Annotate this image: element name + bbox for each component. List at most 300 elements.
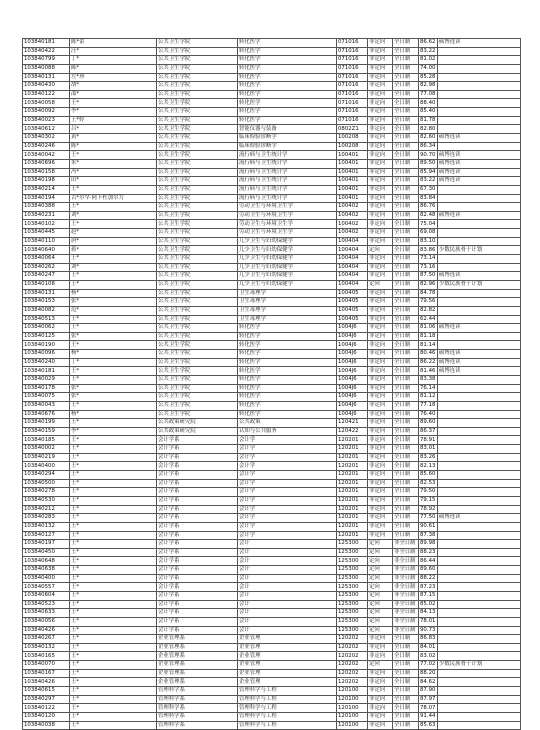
- study-mode-cell: 全日制: [393, 687, 419, 696]
- school-cell: 会计学系: [157, 548, 238, 557]
- score-cell: 82.80: [419, 125, 438, 134]
- name-cell: 王*: [70, 324, 157, 333]
- score-cell: 81.18: [419, 332, 438, 341]
- orientation-cell: 非定向: [368, 73, 393, 82]
- table-row: [23, 479, 521, 488]
- orientation-cell: 非定向: [368, 704, 393, 713]
- orientation-cell: 非定向: [368, 514, 393, 523]
- name-cell: 王*婷: [70, 116, 157, 125]
- candidate-id-cell: 103840500: [23, 479, 70, 488]
- table-row: [23, 617, 521, 626]
- school-cell: 会计学系: [157, 479, 238, 488]
- study-mode-cell: 全日制: [393, 643, 419, 652]
- school-cell: 管理科学系: [157, 687, 238, 696]
- name-cell: 王*: [70, 471, 157, 480]
- name-cell: 王*: [70, 255, 157, 264]
- table-row: [23, 661, 521, 670]
- school-cell: 公共卫生学院: [157, 358, 238, 367]
- score-cell: 82.98: [419, 82, 438, 91]
- orientation-cell: 非定向: [368, 393, 393, 402]
- orientation-cell: 非定向: [368, 203, 393, 212]
- major-code-cell: 1004J6: [337, 367, 368, 376]
- name-cell: 王*: [70, 280, 157, 289]
- score-cell: 85.02: [419, 600, 438, 609]
- school-cell: 公共卫生学院: [157, 350, 238, 359]
- orientation-cell: 非定向: [368, 531, 393, 540]
- table-row: [23, 704, 521, 713]
- remark-cell: [438, 609, 521, 618]
- name-cell: 王*: [70, 151, 157, 160]
- school-cell: 公共卫生学院: [157, 56, 238, 65]
- score-cell: 85.60: [419, 471, 438, 480]
- orientation-cell: 非定向: [368, 462, 393, 471]
- name-cell: 王*: [70, 479, 157, 488]
- score-cell: 83.38: [419, 375, 438, 384]
- orientation-cell: 非定向: [368, 332, 393, 341]
- major-code-cell: 100402: [337, 211, 368, 220]
- major-code-cell: 100405: [337, 289, 368, 298]
- orientation-cell: 非定向: [368, 39, 393, 48]
- major-cell: 会计学: [238, 488, 337, 497]
- major-code-cell: 120202: [337, 678, 368, 687]
- candidate-id-cell: 103840197: [23, 540, 70, 549]
- major-code-cell: 071016: [337, 39, 368, 48]
- study-mode-cell: 全日制: [393, 393, 419, 402]
- orientation-cell: 非定向: [368, 108, 393, 117]
- remark-cell: 硕博连读: [438, 367, 521, 376]
- name-cell: 王*: [70, 375, 157, 384]
- major-cell: 劳动卫生与环境卫生学: [238, 203, 337, 212]
- candidate-id-cell: 103840194: [23, 194, 70, 203]
- name-cell: 陈*: [70, 142, 157, 151]
- remark-cell: [438, 522, 521, 531]
- name-cell: 王*: [70, 635, 157, 644]
- score-cell: 83.22: [419, 177, 438, 186]
- study-mode-cell: 全日制: [393, 280, 419, 289]
- remark-cell: [438, 116, 521, 125]
- name-cell: 丁*: [70, 358, 157, 367]
- name-cell: 王*: [70, 574, 157, 583]
- major-cell: 转化医学: [238, 82, 337, 91]
- orientation-cell: 非定向: [368, 151, 393, 160]
- major-code-cell: 125300: [337, 548, 368, 557]
- school-cell: 管理科学系: [157, 721, 238, 730]
- major-cell: 转化医学: [238, 56, 337, 65]
- school-cell: 公共政策研究院: [157, 419, 238, 428]
- name-cell: 李*: [70, 108, 157, 117]
- score-cell: 86.37: [419, 427, 438, 436]
- score-cell: 67.30: [419, 185, 438, 194]
- major-code-cell: 125300: [337, 609, 368, 618]
- name-cell: 刘*: [70, 263, 157, 272]
- name-cell: 王*: [70, 592, 157, 601]
- candidate-id-cell: 103840043: [23, 401, 70, 410]
- table-row: [23, 592, 521, 601]
- remark-cell: [438, 652, 521, 661]
- candidate-id-cell: 103840262: [23, 263, 70, 272]
- remark-cell: [438, 384, 521, 393]
- candidate-id-cell: 103840799: [23, 56, 70, 65]
- table-row: [23, 669, 521, 678]
- name-cell: 杨*: [70, 289, 157, 298]
- orientation-cell: 非定向: [368, 159, 393, 168]
- orientation-cell: 定向: [368, 574, 393, 583]
- table-row: [23, 375, 521, 384]
- study-mode-cell: 全日制: [393, 298, 419, 307]
- major-code-cell: 071016: [337, 82, 368, 91]
- major-cell: 劳动卫生与环境卫生学: [238, 211, 337, 220]
- major-cell: 转化医学: [238, 116, 337, 125]
- candidate-id-cell: 103840159: [23, 427, 70, 436]
- school-cell: 会计学系: [157, 445, 238, 454]
- candidate-id-cell: 103840064: [23, 255, 70, 264]
- study-mode-cell: 全日制: [393, 401, 419, 410]
- name-cell: 王*: [70, 617, 157, 626]
- candidate-id-cell: 103840278: [23, 488, 70, 497]
- score-cell: 83.26: [419, 453, 438, 462]
- school-cell: 公共卫生学院: [157, 246, 238, 255]
- table-row: [23, 168, 521, 177]
- school-cell: 会计学系: [157, 540, 238, 549]
- school-cell: 公共卫生学院: [157, 367, 238, 376]
- major-code-cell: 1004J6: [337, 384, 368, 393]
- remark-cell: [438, 263, 521, 272]
- remark-cell: [438, 678, 521, 687]
- candidate-id-cell: 103840240: [23, 358, 70, 367]
- school-cell: 公共卫生学院: [157, 255, 238, 264]
- remark-cell: [438, 73, 521, 82]
- orientation-cell: 非定向: [368, 453, 393, 462]
- study-mode-cell: 全日制: [393, 47, 419, 56]
- major-cell: 儿少卫生与妇幼保健学: [238, 246, 337, 255]
- major-cell: 转化医学: [238, 324, 337, 333]
- major-code-cell: 071016: [337, 47, 368, 56]
- score-cell: 73.14: [419, 255, 438, 264]
- study-mode-cell: 全日制: [393, 73, 419, 82]
- major-cell: 临床检验诊断学: [238, 134, 337, 143]
- school-cell: 会计学系: [157, 600, 238, 609]
- name-cell: 唐*: [70, 237, 157, 246]
- name-cell: 王*: [70, 445, 157, 454]
- score-cell: 87.38: [419, 531, 438, 540]
- study-mode-cell: 全日制: [393, 410, 419, 419]
- candidate-id-cell: 103840294: [23, 471, 70, 480]
- school-cell: 公共政策研究院: [157, 427, 238, 436]
- table-row: [23, 194, 521, 203]
- major-cell: 公共政策: [238, 419, 337, 428]
- school-cell: 公共卫生学院: [157, 315, 238, 324]
- name-cell: 田*: [70, 177, 157, 186]
- remark-cell: [438, 108, 521, 117]
- study-mode-cell: 全日制: [393, 82, 419, 91]
- major-cell: 儿少卫生与妇幼保健学: [238, 272, 337, 281]
- major-cell: 会计学: [238, 471, 337, 480]
- major-code-cell: 120421: [337, 419, 368, 428]
- score-cell: 81.12: [419, 393, 438, 402]
- name-cell: 王*: [70, 522, 157, 531]
- orientation-cell: 定向: [368, 600, 393, 609]
- school-cell: 会计学系: [157, 453, 238, 462]
- major-cell: 儿少卫生与妇幼保健学: [238, 237, 337, 246]
- major-cell: 智能仪器与装备: [238, 125, 337, 134]
- major-cell: 转化医学: [238, 350, 337, 359]
- table-row: [23, 125, 521, 134]
- score-cell: 81.02: [419, 56, 438, 65]
- major-cell: 会计学: [238, 453, 337, 462]
- major-cell: 儿少卫生与妇幼保健学: [238, 263, 337, 272]
- table-row: [23, 151, 521, 160]
- name-cell: 王*: [70, 315, 157, 324]
- major-cell: 会计学: [238, 462, 337, 471]
- major-cell: 会计: [238, 566, 337, 575]
- table-row: [23, 220, 521, 229]
- remark-cell: [438, 237, 521, 246]
- name-cell: 杨*: [70, 410, 157, 419]
- orientation-cell: 非定向: [368, 134, 393, 143]
- study-mode-cell: 全日制: [393, 263, 419, 272]
- orientation-cell: 非定向: [368, 410, 393, 419]
- table-row: [23, 99, 521, 108]
- candidate-id-cell: 103840676: [23, 410, 70, 419]
- study-mode-cell: 全日制: [393, 151, 419, 160]
- major-code-cell: 100402: [337, 220, 368, 229]
- study-mode-cell: 全日制: [393, 635, 419, 644]
- major-cell: 会计学: [238, 496, 337, 505]
- school-cell: 会计学系: [157, 436, 238, 445]
- table-row: [23, 445, 521, 454]
- major-code-cell: 1004J6: [337, 341, 368, 350]
- major-code-cell: 120100: [337, 687, 368, 696]
- name-cell: 冯*: [70, 168, 157, 177]
- school-cell: 会计学系: [157, 557, 238, 566]
- study-mode-cell: 全日制: [393, 522, 419, 531]
- remark-cell: [438, 712, 521, 721]
- major-cell: 临床检验诊断学: [238, 142, 337, 151]
- candidate-id-cell: 103840122: [23, 90, 70, 99]
- study-mode-cell: 全日制: [393, 134, 419, 143]
- major-code-cell: 1004J6: [337, 393, 368, 402]
- school-cell: 会计学系: [157, 505, 238, 514]
- name-cell: 陈*: [70, 64, 157, 73]
- school-cell: 公共卫生学院: [157, 298, 238, 307]
- table-body: [23, 39, 521, 730]
- major-cell: 会计学: [238, 479, 337, 488]
- table-row: [23, 566, 521, 575]
- table-row: [23, 142, 521, 151]
- study-mode-cell: 全日制: [393, 246, 419, 255]
- score-cell: 91.44: [419, 712, 438, 721]
- name-cell: 范*: [70, 306, 157, 315]
- remark-cell: [438, 410, 521, 419]
- score-cell: 85.28: [419, 73, 438, 82]
- school-cell: 会计学系: [157, 626, 238, 635]
- remark-cell: 硕博连读: [438, 358, 521, 367]
- score-cell: 87.15: [419, 592, 438, 601]
- score-cell: 87.50: [419, 272, 438, 281]
- candidate-id-cell: 103840302: [23, 134, 70, 143]
- major-code-cell: 100401: [337, 151, 368, 160]
- study-mode-cell: 全日制: [393, 324, 419, 333]
- study-mode-cell: 全日制: [393, 479, 419, 488]
- candidate-id-cell: 103840530: [23, 496, 70, 505]
- remark-cell: 硕博连读: [438, 514, 521, 523]
- candidate-id-cell: 103840092: [23, 108, 70, 117]
- school-cell: 企业管理系: [157, 678, 238, 687]
- study-mode-cell: 全日制: [393, 203, 419, 212]
- name-cell: 王*: [70, 583, 157, 592]
- school-cell: 公共卫生学院: [157, 73, 238, 82]
- table-row: [23, 298, 521, 307]
- name-cell: 王*: [70, 272, 157, 281]
- major-code-cell: 1004J6: [337, 375, 368, 384]
- name-cell: 王*: [70, 643, 157, 652]
- orientation-cell: 定向: [368, 661, 393, 670]
- major-cell: 卫生毒理学: [238, 315, 337, 324]
- study-mode-cell: 全日制: [393, 721, 419, 730]
- study-mode-cell: 全日制: [393, 445, 419, 454]
- study-mode-cell: 全日制: [393, 514, 419, 523]
- remark-cell: [438, 56, 521, 65]
- candidate-id-cell: 103840062: [23, 324, 70, 333]
- table-row: [23, 367, 521, 376]
- table-row: [23, 419, 521, 428]
- major-code-cell: 100404: [337, 237, 368, 246]
- name-cell: 王*: [70, 557, 157, 566]
- study-mode-cell: 全日制: [393, 177, 419, 186]
- candidate-id-cell: 103840070: [23, 661, 70, 670]
- major-code-cell: 100401: [337, 194, 368, 203]
- table-row: [23, 39, 521, 48]
- table-row: [23, 626, 521, 635]
- school-cell: 企业管理系: [157, 661, 238, 670]
- school-cell: 公共卫生学院: [157, 185, 238, 194]
- major-code-cell: 100208: [337, 134, 368, 143]
- table-row: [23, 496, 521, 505]
- major-code-cell: 1004J6: [337, 350, 368, 359]
- study-mode-cell: 全日制: [393, 237, 419, 246]
- remark-cell: [438, 583, 521, 592]
- name-cell: 陈*蕾: [70, 39, 157, 48]
- remark-cell: [438, 462, 521, 471]
- orientation-cell: 非定向: [368, 56, 393, 65]
- name-cell: 朱*: [70, 159, 157, 168]
- score-cell: 78.07: [419, 704, 438, 713]
- table-row: [23, 393, 521, 402]
- table-row: [23, 712, 521, 721]
- study-mode-cell: 全日制: [393, 289, 419, 298]
- major-cell: 管理科学与工程: [238, 712, 337, 721]
- candidate-id-cell: 103840557: [23, 583, 70, 592]
- score-cell: 90.70: [419, 151, 438, 160]
- table-row: [23, 583, 521, 592]
- candidate-id-cell: 103840125: [23, 332, 70, 341]
- candidate-id-cell: 103840056: [23, 617, 70, 626]
- study-mode-cell: 全日制: [393, 712, 419, 721]
- study-mode-cell: 全日制: [393, 350, 419, 359]
- study-mode-cell: 全日制: [393, 220, 419, 229]
- orientation-cell: 非定向: [368, 652, 393, 661]
- orientation-cell: 定向: [368, 548, 393, 557]
- study-mode-cell: 非全日制: [393, 566, 419, 575]
- study-mode-cell: 全日制: [393, 306, 419, 315]
- remark-cell: [438, 125, 521, 134]
- table-row: [23, 108, 521, 117]
- orientation-cell: 非定向: [368, 522, 393, 531]
- table-row: [23, 678, 521, 687]
- orientation-cell: 非定向: [368, 375, 393, 384]
- candidate-id-cell: 103840445: [23, 229, 70, 238]
- name-cell: 王*: [70, 341, 157, 350]
- remark-cell: [438, 99, 521, 108]
- study-mode-cell: 全日制: [393, 211, 419, 220]
- candidate-id-cell: 103840042: [23, 151, 70, 160]
- major-code-cell: 125300: [337, 592, 368, 601]
- name-cell: 王*: [70, 626, 157, 635]
- name-cell: 王*: [70, 220, 157, 229]
- school-cell: 会计学系: [157, 522, 238, 531]
- table-row: [23, 56, 521, 65]
- school-cell: 公共卫生学院: [157, 177, 238, 186]
- name-cell: 古*尔罕·阿卜杜加尔力: [70, 194, 157, 203]
- orientation-cell: 非定向: [368, 298, 393, 307]
- major-code-cell: 1004J6: [337, 358, 368, 367]
- remark-cell: [438, 427, 521, 436]
- name-cell: 王*: [70, 99, 157, 108]
- candidate-id-cell: 103840214: [23, 185, 70, 194]
- orientation-cell: 非定向: [368, 272, 393, 281]
- candidate-id-cell: 103840132: [23, 522, 70, 531]
- name-cell: 王*: [70, 695, 157, 704]
- orientation-cell: 非定向: [368, 695, 393, 704]
- orientation-cell: 非定向: [368, 125, 393, 134]
- table-row: [23, 64, 521, 73]
- school-cell: 公共卫生学院: [157, 90, 238, 99]
- major-cell: 企业管理: [238, 635, 337, 644]
- major-code-cell: 100401: [337, 177, 368, 186]
- school-cell: 公共卫生学院: [157, 82, 238, 91]
- remark-cell: [438, 375, 521, 384]
- score-cell: 77.50: [419, 514, 438, 523]
- candidate-id-cell: 103840198: [23, 177, 70, 186]
- remark-cell: 硕博连读: [438, 177, 521, 186]
- candidate-id-cell: 103840181: [23, 39, 70, 48]
- study-mode-cell: 非全日制: [393, 540, 419, 549]
- orientation-cell: 非定向: [368, 99, 393, 108]
- study-mode-cell: 全日制: [393, 64, 419, 73]
- table-row: [23, 427, 521, 436]
- major-cell: 转化医学: [238, 332, 337, 341]
- score-cell: 86.76: [419, 203, 438, 212]
- candidate-id-cell: 103840038: [23, 721, 70, 730]
- major-cell: 转化医学: [238, 393, 337, 402]
- score-cell: 83.01: [419, 445, 438, 454]
- score-cell: 88.23: [419, 548, 438, 557]
- school-cell: 公共卫生学院: [157, 229, 238, 238]
- table-row: [23, 410, 521, 419]
- table-row: [23, 255, 521, 264]
- major-code-cell: 100402: [337, 229, 368, 238]
- candidate-id-cell: 103840120: [23, 712, 70, 721]
- major-cell: 转化医学: [238, 47, 337, 56]
- orientation-cell: 非定向: [368, 384, 393, 393]
- remark-cell: [438, 505, 521, 514]
- score-cell: 74.00: [419, 64, 438, 73]
- name-cell: 张*: [70, 298, 157, 307]
- major-code-cell: 071016: [337, 56, 368, 65]
- candidate-id-cell: 103840604: [23, 592, 70, 601]
- name-cell: 王*: [70, 609, 157, 618]
- table-row: [23, 134, 521, 143]
